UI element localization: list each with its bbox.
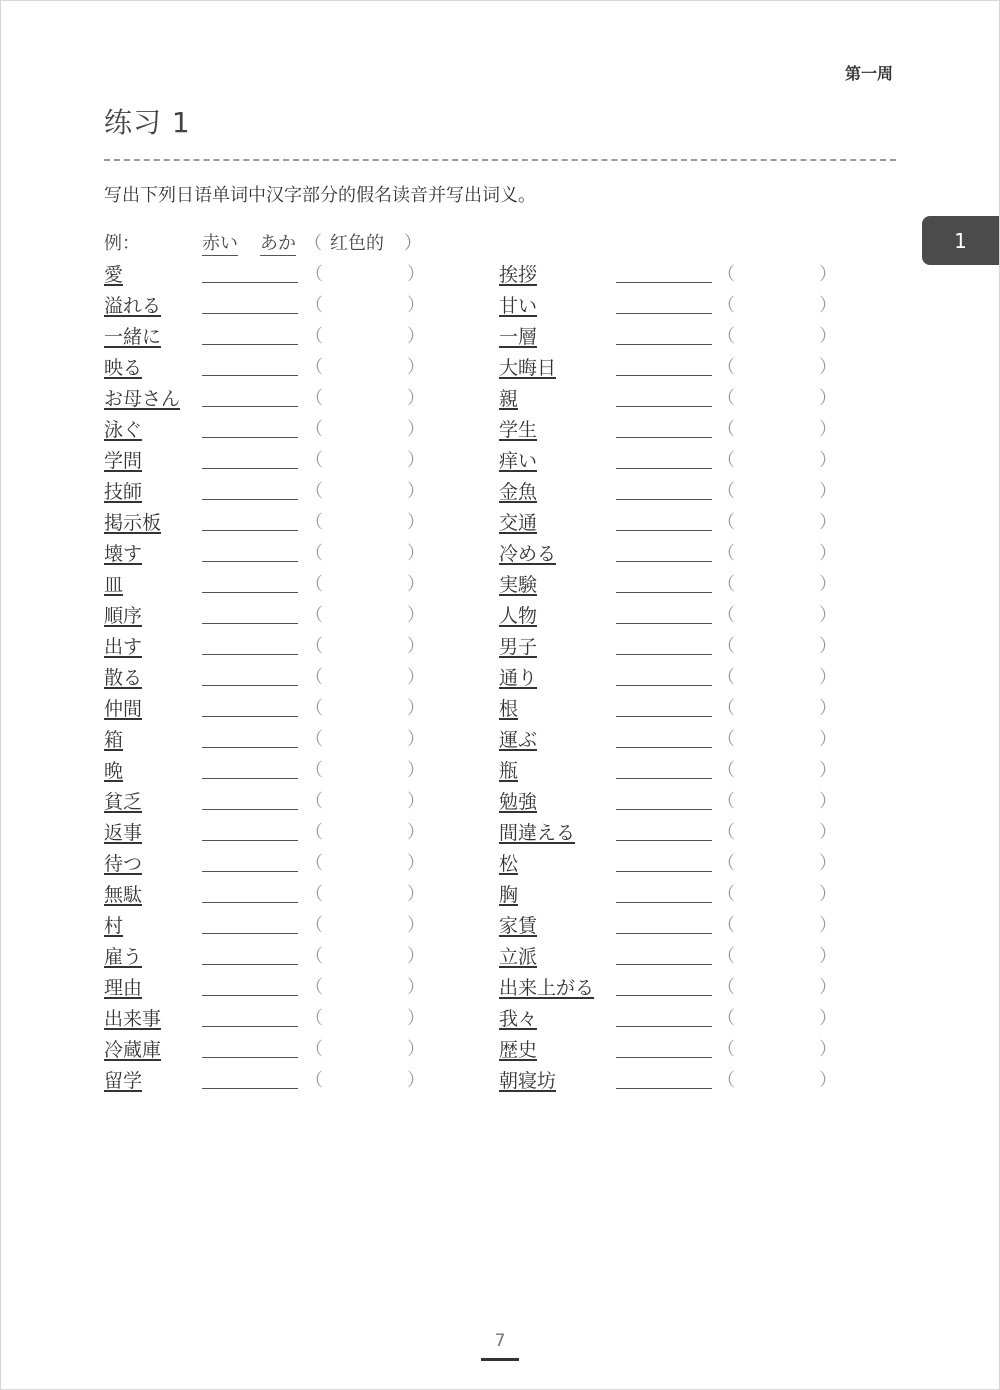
reading-blank[interactable] <box>202 499 298 500</box>
reading-blank[interactable] <box>202 871 298 872</box>
meaning-paren-close: ） <box>407 326 425 347</box>
vocab-word: 貧乏 <box>104 791 143 813</box>
vocab-word: 親 <box>499 388 519 410</box>
reading-blank[interactable] <box>202 778 298 779</box>
example-paren-close: ） <box>404 233 422 254</box>
vocab-row <box>104 601 444 632</box>
vocab-row <box>499 849 839 880</box>
meaning-paren-close: ） <box>819 264 837 285</box>
vocab-row <box>104 756 444 787</box>
meaning-paren-open: （ <box>305 946 323 967</box>
meaning-paren-open: （ <box>305 326 323 347</box>
vocab-word: 一緒に <box>104 326 162 348</box>
reading-blank[interactable] <box>616 592 712 593</box>
meaning-paren-close: ） <box>407 295 425 316</box>
vocab-row <box>499 601 839 632</box>
meaning-paren-open: （ <box>305 543 323 564</box>
meaning-paren-close: ） <box>819 543 837 564</box>
vocab-word: 掲示板 <box>104 512 162 534</box>
meaning-paren-open: （ <box>717 915 735 936</box>
meaning-paren-open: （ <box>305 481 323 502</box>
vocab-row <box>104 570 444 601</box>
meaning-paren-close: ） <box>407 419 425 440</box>
reading-blank[interactable] <box>616 747 712 748</box>
meaning-paren-close: ） <box>407 698 425 719</box>
reading-blank[interactable] <box>202 468 298 469</box>
meaning-paren-open: （ <box>305 450 323 471</box>
meaning-paren-close: ） <box>407 729 425 750</box>
reading-blank[interactable] <box>616 530 712 531</box>
meaning-paren-open: （ <box>305 760 323 781</box>
meaning-paren-open: （ <box>717 729 735 750</box>
meaning-paren-close: ） <box>407 760 425 781</box>
vocab-word: 村 <box>104 915 124 937</box>
reading-blank[interactable] <box>202 995 298 996</box>
vocab-word: 無駄 <box>104 884 143 906</box>
instruction-text: 写出下列日语单词中汉字部分的假名读音并写出词义。 <box>104 185 536 206</box>
vocab-word: 実験 <box>499 574 538 596</box>
vocab-word: お母さん <box>104 388 181 410</box>
vocab-row <box>499 353 839 384</box>
vocab-row <box>499 291 839 322</box>
vocab-row <box>499 508 839 539</box>
vocab-row <box>499 446 839 477</box>
vocab-row <box>499 539 839 570</box>
meaning-paren-close: ） <box>819 512 837 533</box>
reading-blank[interactable] <box>616 840 712 841</box>
meaning-paren-open: （ <box>717 512 735 533</box>
vocab-word: 仲間 <box>104 698 143 720</box>
vocab-row <box>104 260 444 291</box>
reading-blank[interactable] <box>202 964 298 965</box>
vocab-row <box>104 1035 444 1066</box>
vocab-row <box>104 849 444 880</box>
vocab-row <box>499 880 839 911</box>
meaning-paren-close: ） <box>819 574 837 595</box>
vocab-word: 箱 <box>104 729 124 751</box>
dashed-divider <box>104 159 896 161</box>
meaning-paren-close: ） <box>819 884 837 905</box>
vocab-row <box>499 570 839 601</box>
meaning-paren-open: （ <box>717 636 735 657</box>
vocab-row <box>499 756 839 787</box>
vocab-word: 泳ぐ <box>104 419 143 441</box>
vocab-word: 映る <box>104 357 143 379</box>
vocab-row <box>499 415 839 446</box>
vocab-row <box>499 632 839 663</box>
meaning-paren-close: ） <box>819 698 837 719</box>
vocab-word: 冷める <box>499 543 557 565</box>
vocab-word: 溢れる <box>104 295 162 317</box>
vocab-word: 冷蔵庫 <box>104 1039 162 1061</box>
meaning-paren-close: ） <box>819 977 837 998</box>
meaning-paren-open: （ <box>717 946 735 967</box>
meaning-paren-open: （ <box>305 636 323 657</box>
meaning-paren-open: （ <box>717 698 735 719</box>
vocab-word: 痒い <box>499 450 538 472</box>
meaning-paren-open: （ <box>717 481 735 502</box>
vocab-word: 技師 <box>104 481 143 503</box>
meaning-paren-open: （ <box>717 760 735 781</box>
meaning-paren-open: （ <box>717 853 735 874</box>
vocab-row <box>104 508 444 539</box>
vocab-word: 通り <box>499 667 538 689</box>
meaning-paren-close: ） <box>407 853 425 874</box>
reading-blank[interactable] <box>616 344 712 345</box>
meaning-paren-close: ） <box>407 1070 425 1091</box>
meaning-paren-open: （ <box>717 295 735 316</box>
vocab-row <box>104 725 444 756</box>
vocab-word: 待つ <box>104 853 143 875</box>
reading-blank[interactable] <box>202 654 298 655</box>
reading-blank[interactable] <box>202 840 298 841</box>
reading-blank[interactable] <box>616 1088 712 1089</box>
meaning-paren-close: ） <box>819 1008 837 1029</box>
vocab-word: 出す <box>104 636 143 658</box>
reading-blank[interactable] <box>202 282 298 283</box>
reading-blank[interactable] <box>202 716 298 717</box>
meaning-paren-open: （ <box>305 264 323 285</box>
vocab-row <box>499 818 839 849</box>
vocab-row <box>104 477 444 508</box>
vocab-row <box>104 973 444 1004</box>
reading-blank[interactable] <box>202 902 298 903</box>
meaning-paren-open: （ <box>305 729 323 750</box>
vocab-row <box>104 1066 444 1097</box>
reading-blank[interactable] <box>616 809 712 810</box>
meaning-paren-open: （ <box>305 915 323 936</box>
meaning-paren-close: ） <box>819 853 837 874</box>
vocab-word: 勉強 <box>499 791 538 813</box>
page-number: 7 <box>494 1331 506 1351</box>
meaning-paren-close: ） <box>819 915 837 936</box>
chapter-tab <box>922 216 999 265</box>
vocab-word: 理由 <box>104 977 143 999</box>
vocab-row <box>104 291 444 322</box>
left-word-column <box>104 260 444 1097</box>
meaning-paren-open: （ <box>717 791 735 812</box>
vocab-word: 歴史 <box>499 1039 538 1061</box>
meaning-paren-open: （ <box>305 791 323 812</box>
meaning-paren-open: （ <box>305 1008 323 1029</box>
vocab-word: 挨拶 <box>499 264 538 286</box>
meaning-paren-open: （ <box>305 698 323 719</box>
vocab-row <box>499 322 839 353</box>
vocab-word: 金魚 <box>499 481 538 503</box>
vocab-word: 出来上がる <box>499 977 595 999</box>
meaning-paren-open: （ <box>305 1070 323 1091</box>
vocab-word: 運ぶ <box>499 729 538 751</box>
vocab-word: 皿 <box>104 574 124 596</box>
meaning-paren-close: ） <box>819 1039 837 1060</box>
page-number-bar <box>481 1358 519 1361</box>
meaning-paren-close: ） <box>407 481 425 502</box>
meaning-paren-close: ） <box>407 636 425 657</box>
meaning-paren-close: ） <box>819 326 837 347</box>
meaning-paren-open: （ <box>305 884 323 905</box>
meaning-paren-close: ） <box>819 388 837 409</box>
vocab-word: 間違える <box>499 822 576 844</box>
vocab-word: 胸 <box>499 884 519 906</box>
reading-blank[interactable] <box>616 716 712 717</box>
vocab-row <box>499 911 839 942</box>
meaning-paren-open: （ <box>305 388 323 409</box>
vocab-row <box>499 942 839 973</box>
vocab-word: 男子 <box>499 636 538 658</box>
vocab-word: 大晦日 <box>499 357 557 379</box>
vocab-word: 雇う <box>104 946 143 968</box>
meaning-paren-close: ） <box>407 357 425 378</box>
vocab-word: 瓶 <box>499 760 519 782</box>
vocab-row <box>499 1066 839 1097</box>
example-meaning: 红色的 <box>330 233 384 254</box>
vocab-word: 根 <box>499 698 519 720</box>
reading-blank[interactable] <box>616 685 712 686</box>
reading-blank[interactable] <box>202 685 298 686</box>
vocab-word: 出来事 <box>104 1008 162 1030</box>
vocab-row <box>499 973 839 1004</box>
example-word: 赤い <box>202 229 238 256</box>
meaning-paren-open: （ <box>717 1008 735 1029</box>
meaning-paren-close: ） <box>407 543 425 564</box>
vocab-word: 人物 <box>499 605 538 627</box>
reading-blank[interactable] <box>616 313 712 314</box>
vocab-row <box>104 880 444 911</box>
meaning-paren-close: ） <box>407 450 425 471</box>
vocab-row <box>499 260 839 291</box>
meaning-paren-close: ） <box>407 884 425 905</box>
vocab-row <box>104 1004 444 1035</box>
vocab-word: 松 <box>499 853 519 875</box>
meaning-paren-open: （ <box>305 295 323 316</box>
meaning-paren-open: （ <box>717 419 735 440</box>
vocab-row <box>104 384 444 415</box>
vocab-row <box>104 787 444 818</box>
meaning-paren-close: ） <box>407 977 425 998</box>
reading-blank[interactable] <box>616 499 712 500</box>
vocab-row <box>104 694 444 725</box>
reading-blank[interactable] <box>202 933 298 934</box>
reading-blank[interactable] <box>202 561 298 562</box>
example-paren-open: （ <box>304 233 322 254</box>
vocab-word: 晩 <box>104 760 124 782</box>
meaning-paren-open: （ <box>717 450 735 471</box>
meaning-paren-open: （ <box>717 388 735 409</box>
vocab-row <box>104 415 444 446</box>
vocab-word: 留学 <box>104 1070 143 1092</box>
meaning-paren-close: ） <box>819 419 837 440</box>
vocab-row <box>499 384 839 415</box>
reading-blank[interactable] <box>616 933 712 934</box>
meaning-paren-open: （ <box>305 822 323 843</box>
exercise-title: 练习 1 <box>104 106 191 139</box>
meaning-paren-close: ） <box>819 450 837 471</box>
week-label: 第一周 <box>844 64 893 83</box>
reading-blank[interactable] <box>616 1026 712 1027</box>
vocab-row <box>499 694 839 725</box>
reading-blank[interactable] <box>616 468 712 469</box>
reading-blank[interactable] <box>202 406 298 407</box>
reading-blank[interactable] <box>616 1057 712 1058</box>
meaning-paren-close: ） <box>819 822 837 843</box>
meaning-paren-close: ） <box>407 822 425 843</box>
meaning-paren-close: ） <box>819 760 837 781</box>
vocab-row <box>499 1035 839 1066</box>
vocab-word: 家賃 <box>499 915 538 937</box>
reading-blank[interactable] <box>202 1088 298 1089</box>
vocab-row <box>499 725 839 756</box>
vocab-word: 朝寝坊 <box>499 1070 557 1092</box>
vocab-word: 壊す <box>104 543 143 565</box>
reading-blank[interactable] <box>616 871 712 872</box>
meaning-paren-close: ） <box>407 667 425 688</box>
meaning-paren-open: （ <box>717 543 735 564</box>
vocab-row <box>499 1004 839 1035</box>
reading-blank[interactable] <box>616 437 712 438</box>
reading-blank[interactable] <box>202 1057 298 1058</box>
vocab-row <box>104 446 444 477</box>
vocab-row <box>104 818 444 849</box>
reading-blank[interactable] <box>202 623 298 624</box>
example-row <box>104 229 424 255</box>
meaning-paren-open: （ <box>717 1070 735 1091</box>
meaning-paren-open: （ <box>717 1039 735 1060</box>
meaning-paren-open: （ <box>717 667 735 688</box>
reading-blank[interactable] <box>202 313 298 314</box>
meaning-paren-close: ） <box>819 667 837 688</box>
meaning-paren-close: ） <box>819 729 837 750</box>
vocab-row <box>104 911 444 942</box>
reading-blank[interactable] <box>616 995 712 996</box>
meaning-paren-open: （ <box>717 574 735 595</box>
reading-blank[interactable] <box>616 561 712 562</box>
vocab-word: 我々 <box>499 1008 538 1030</box>
example-label: 例： <box>104 233 140 254</box>
meaning-paren-open: （ <box>305 853 323 874</box>
meaning-paren-close: ） <box>407 264 425 285</box>
meaning-paren-close: ） <box>407 1008 425 1029</box>
meaning-paren-open: （ <box>717 326 735 347</box>
meaning-paren-open: （ <box>717 357 735 378</box>
meaning-paren-close: ） <box>407 512 425 533</box>
vocab-word: 甘い <box>499 295 538 317</box>
example-reading: あか <box>260 229 296 256</box>
reading-blank[interactable] <box>616 375 712 376</box>
reading-blank[interactable] <box>202 592 298 593</box>
reading-blank[interactable] <box>616 406 712 407</box>
vocab-word: 一層 <box>499 326 538 348</box>
vocab-row <box>104 663 444 694</box>
meaning-paren-close: ） <box>819 946 837 967</box>
meaning-paren-close: ） <box>407 574 425 595</box>
vocab-word: 愛 <box>104 264 124 286</box>
meaning-paren-close: ） <box>407 946 425 967</box>
meaning-paren-close: ） <box>819 295 837 316</box>
vocab-row <box>499 787 839 818</box>
reading-blank[interactable] <box>616 654 712 655</box>
chapter-tab-number: 1 <box>954 228 967 253</box>
vocab-word: 学生 <box>499 419 538 441</box>
meaning-paren-close: ） <box>819 791 837 812</box>
reading-blank[interactable] <box>616 623 712 624</box>
meaning-paren-open: （ <box>305 357 323 378</box>
vocab-word: 順序 <box>104 605 143 627</box>
meaning-paren-open: （ <box>717 884 735 905</box>
meaning-paren-close: ） <box>819 1070 837 1091</box>
reading-blank[interactable] <box>202 747 298 748</box>
meaning-paren-close: ） <box>819 481 837 502</box>
meaning-paren-close: ） <box>819 605 837 626</box>
meaning-paren-close: ） <box>407 1039 425 1060</box>
reading-blank[interactable] <box>616 964 712 965</box>
vocab-row <box>104 539 444 570</box>
meaning-paren-close: ） <box>407 388 425 409</box>
vocab-word: 学問 <box>104 450 143 472</box>
meaning-paren-open: （ <box>717 822 735 843</box>
meaning-paren-close: ） <box>819 636 837 657</box>
vocab-row <box>104 322 444 353</box>
meaning-paren-open: （ <box>305 667 323 688</box>
vocab-row <box>104 632 444 663</box>
reading-blank[interactable] <box>616 282 712 283</box>
reading-blank[interactable] <box>202 1026 298 1027</box>
vocab-row <box>499 477 839 508</box>
reading-blank[interactable] <box>616 902 712 903</box>
right-word-column <box>499 260 839 1097</box>
meaning-paren-open: （ <box>717 605 735 626</box>
meaning-paren-close: ） <box>407 791 425 812</box>
reading-blank[interactable] <box>202 375 298 376</box>
meaning-paren-close: ） <box>407 605 425 626</box>
vocab-row <box>104 353 444 384</box>
vocab-word: 交通 <box>499 512 538 534</box>
meaning-paren-close: ） <box>819 357 837 378</box>
meaning-paren-open: （ <box>717 977 735 998</box>
reading-blank[interactable] <box>202 344 298 345</box>
reading-blank[interactable] <box>616 778 712 779</box>
meaning-paren-close: ） <box>407 915 425 936</box>
meaning-paren-open: （ <box>305 512 323 533</box>
reading-blank[interactable] <box>202 809 298 810</box>
meaning-paren-open: （ <box>305 419 323 440</box>
vocab-word: 散る <box>104 667 143 689</box>
reading-blank[interactable] <box>202 530 298 531</box>
meaning-paren-open: （ <box>305 1039 323 1060</box>
meaning-paren-open: （ <box>305 605 323 626</box>
vocab-word: 返事 <box>104 822 143 844</box>
vocab-word: 立派 <box>499 946 538 968</box>
vocab-row <box>104 942 444 973</box>
meaning-paren-open: （ <box>305 977 323 998</box>
meaning-paren-open: （ <box>717 264 735 285</box>
meaning-paren-open: （ <box>305 574 323 595</box>
vocab-row <box>499 663 839 694</box>
reading-blank[interactable] <box>202 437 298 438</box>
